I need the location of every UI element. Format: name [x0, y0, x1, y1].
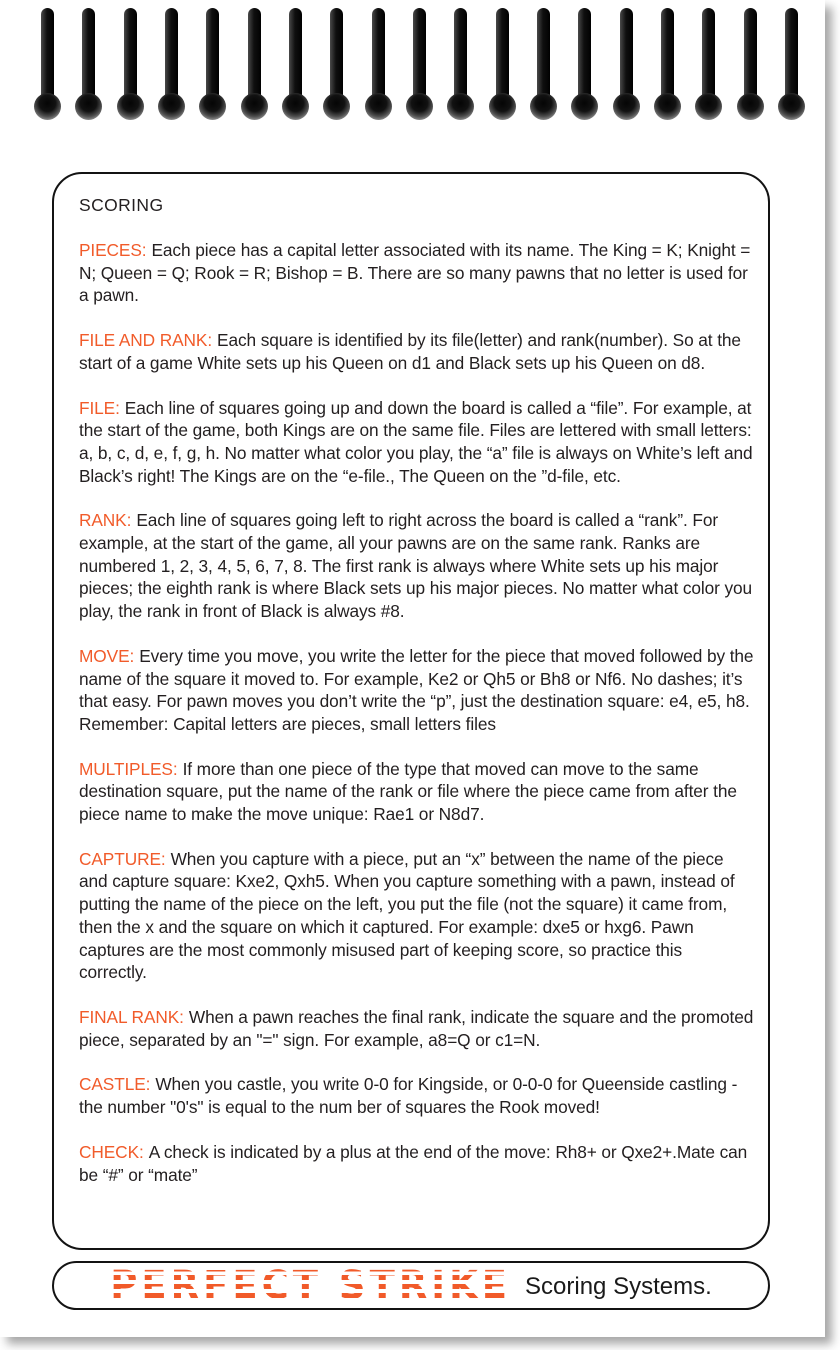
binding-ring-bulb	[406, 93, 433, 120]
scoring-rules-panel	[52, 172, 770, 1250]
binding-ring-icon	[737, 8, 764, 120]
spiral-binding	[34, 8, 805, 120]
binding-ring-icon	[323, 8, 350, 120]
binding-ring-bulb	[158, 93, 185, 120]
rule-label: MULTIPLES:	[79, 758, 178, 779]
binding-ring-bar	[454, 8, 467, 105]
binding-ring-bulb	[323, 93, 350, 120]
rule-label: FINAL RANK:	[79, 1006, 184, 1027]
binding-ring-bar	[702, 8, 715, 105]
rule-paragraph	[79, 1073, 754, 1118]
binding-ring-bar	[289, 8, 302, 105]
rule-paragraph	[79, 509, 754, 623]
binding-ring-bulb	[654, 93, 681, 120]
brand-logo: PERFECT STRIKE	[110, 1262, 512, 1309]
binding-ring-bulb	[282, 93, 309, 120]
binding-ring-icon	[34, 8, 61, 120]
binding-ring-icon	[158, 8, 185, 120]
binding-ring-icon	[571, 8, 598, 120]
rule-label: PIECES:	[79, 240, 147, 260]
binding-ring-bar	[124, 8, 137, 105]
binding-ring-bulb	[117, 93, 144, 120]
rule-paragraph	[79, 758, 754, 826]
binding-ring-bar	[165, 8, 178, 105]
rule-label: FILE:	[79, 397, 120, 418]
rule-text: When you capture with a piece, put an “x” between the name of the piece and capture square: Kxe2, Qxh5. When you capture something with a pawn, instead of putting the name of the piece on the left, you put the file (not the square) it came from, then the x and the square on which it captured. For example: dxe5 or hxg6. Pawn captures are the most commonly misused part of keeping score, so practice this correctly.	[79, 848, 735, 983]
binding-ring-icon	[778, 8, 805, 120]
rule-text: Each line of squares going up and down the board is called a “file”. For example, at the start of the game, both Kings are on the same file. Files are lettered with small letters: a, b, c, d, e, f, g, h. No matter what color you play, the “a” file is always on White’s left and Black’s right! The Kings are on the “e-file., The Queen on the ”d-file, etc.	[79, 397, 753, 486]
rule-paragraph	[79, 1006, 754, 1051]
footer-brand-bar	[52, 1261, 770, 1310]
binding-ring-bar	[537, 8, 550, 105]
binding-ring-bulb	[737, 93, 764, 120]
binding-ring-icon	[530, 8, 557, 120]
rule-paragraph	[79, 239, 754, 307]
rule-paragraph	[79, 848, 754, 984]
binding-ring-bar	[661, 8, 674, 105]
binding-ring-bar	[82, 8, 95, 105]
binding-ring-icon	[117, 8, 144, 120]
rule-label: CASTLE:	[79, 1074, 151, 1095]
rule-text: A check is indicated by a plus at the end of the move: Rh8+ or Qxe2+.Mate can be “#” or “mate”	[79, 1141, 748, 1185]
binding-ring-bar	[578, 8, 591, 105]
rule-label: MOVE:	[79, 645, 135, 666]
binding-ring-bar	[620, 8, 633, 105]
brand-tagline: Scoring Systems.	[525, 1272, 712, 1300]
rule-label: CAPTURE:	[79, 848, 166, 869]
rule-label: RANK:	[79, 510, 132, 531]
rule-text: When you castle, you write 0-0 for Kingside, or 0-0-0 for Queenside castling - the number "0's" is equal to the num ber of squares the Rook moved!	[79, 1074, 738, 1118]
rules-list	[79, 239, 754, 1186]
binding-ring-bar	[372, 8, 385, 105]
binding-ring-bulb	[34, 93, 61, 120]
binding-ring-icon	[447, 8, 474, 120]
rule-text: Every time you move, you write the letter for the piece that moved followed by the name of the square it moved to. For example, Ke2 or Qh5 or Bh8 or Nf6. No dashes; it’s that easy. For pawn moves you don’t write the “p”, just the destination square: e4, e5, h8. Remember: Capital letters are pieces, small letters files	[79, 645, 754, 734]
binding-ring-icon	[406, 8, 433, 120]
rule-text: Each square is identified by its file(letter) and rank(number). So at the start of a game White sets up his Queen on d1 and Black sets up his Queen on d8.	[79, 330, 741, 373]
binding-ring-icon	[282, 8, 309, 120]
binding-ring-bar	[206, 8, 219, 105]
binding-ring-bar	[248, 8, 261, 105]
rule-label: CHECK:	[79, 1141, 144, 1162]
binding-ring-icon	[695, 8, 722, 120]
page-title: SCORING	[79, 195, 164, 215]
binding-ring-bar	[413, 8, 426, 105]
rule-text: Each piece has a capital letter associated with its name. The King = K; Knight = N; Queen = Q; Rook = R; Bishop = B. There are so many pawns that no letter is used for a pawn.	[79, 240, 751, 306]
binding-ring-bulb	[489, 93, 516, 120]
binding-ring-bulb	[75, 93, 102, 120]
binding-ring-bar	[330, 8, 343, 105]
binding-ring-bulb	[199, 93, 226, 120]
binding-ring-bulb	[530, 93, 557, 120]
binding-ring-icon	[199, 8, 226, 120]
rule-text: When a pawn reaches the final rank, indicate the square and the promoted piece, separated by an "=" sign. For example, a8=Q or c1=N.	[79, 1006, 754, 1050]
rule-paragraph	[79, 397, 754, 488]
rule-paragraph	[79, 645, 754, 736]
binding-ring-bar	[41, 8, 54, 105]
binding-ring-icon	[613, 8, 640, 120]
binding-ring-icon	[365, 8, 392, 120]
binding-ring-bulb	[695, 93, 722, 120]
binding-ring-bulb	[778, 93, 805, 120]
binding-ring-bulb	[241, 93, 268, 120]
binding-ring-bulb	[571, 93, 598, 120]
binding-ring-bulb	[613, 93, 640, 120]
rule-text: If more than one piece of the type that moved can move to the same destination square, put the name of the rank or file where the piece came from after the piece name to make the move unique: Rae1 or N8d7.	[79, 758, 737, 825]
rule-paragraph	[79, 329, 754, 374]
binding-ring-icon	[489, 8, 516, 120]
binding-ring-icon	[75, 8, 102, 120]
rule-label: FILE AND RANK:	[79, 330, 213, 351]
binding-ring-bar	[744, 8, 757, 105]
binding-ring-bar	[496, 8, 509, 105]
binding-ring-icon	[654, 8, 681, 120]
rule-text: Each line of squares going left to right across the board is called a “rank”. For example, at the start of the game, all your pawns are on the same rank. Ranks are numbered 1, 2, 3, 4, 5, 6, 7, 8. The first rank is always where White sets up his major pieces; the eighth rank is where Black sets up his major pieces. No matter what color you play, the rank in front of Black is always #8.	[79, 510, 753, 622]
binding-ring-bar	[785, 8, 798, 105]
rule-paragraph	[79, 1141, 754, 1186]
binding-ring-bulb	[365, 93, 392, 120]
binding-ring-bulb	[447, 93, 474, 120]
binding-ring-icon	[241, 8, 268, 120]
